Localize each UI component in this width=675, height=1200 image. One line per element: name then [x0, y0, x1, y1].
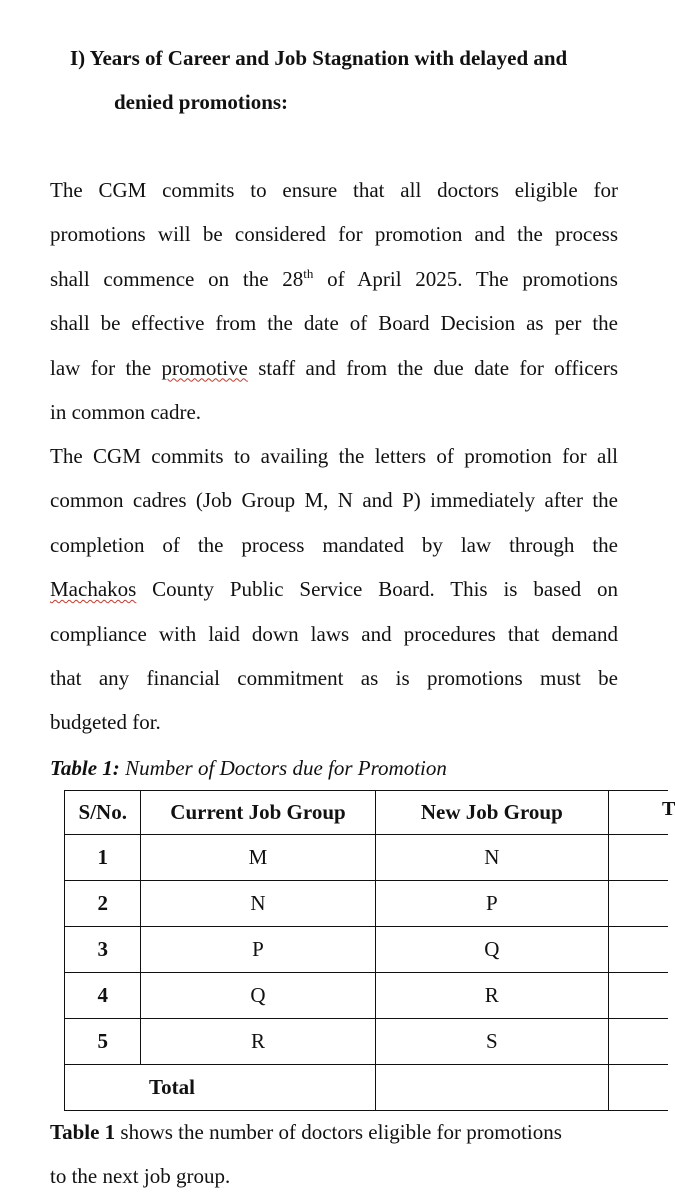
table-row	[65, 973, 669, 1019]
table-summary	[50, 1110, 618, 1199]
cell-total-label: Total	[65, 1065, 376, 1111]
spellcheck-flagged-word: Machakos	[50, 577, 137, 602]
table-row	[65, 835, 669, 881]
cell-new-job-group: S	[375, 1019, 609, 1065]
paragraph-line: Machakos County Public Service Board. This is based on	[50, 577, 618, 602]
section-heading-line-2: denied promotions:	[114, 90, 289, 114]
cell-current-job-group: M	[141, 835, 375, 881]
header-sno: S/No.	[65, 791, 141, 835]
paragraph-line: in common cadre.	[50, 399, 202, 424]
cell-cut-off	[609, 927, 668, 973]
promotion-table	[64, 790, 668, 1111]
cut-off-header-glyph: T	[662, 798, 675, 820]
summary-line: to the next job group.	[50, 1164, 231, 1189]
summary-line: Table 1 shows the number of doctors eligible for promotions	[50, 1120, 562, 1144]
paragraph-line: compliance with laid down laws and procedures that demand	[50, 621, 618, 646]
paragraph-line: that any financial commitment as is promotions must be	[50, 665, 618, 690]
cell-new-job-group: Q	[375, 927, 609, 973]
cell-cut-off	[609, 973, 668, 1019]
cell-sno: 2	[65, 881, 141, 927]
cell-total-cut-off	[609, 1065, 668, 1111]
cell-total-new	[375, 1065, 609, 1111]
header-new-job-group: New Job Group	[375, 791, 609, 835]
summary-table-ref: Table 1	[50, 1120, 116, 1144]
section-heading-line-1: I) Years of Career and Job Stagnation with delayed and	[70, 46, 568, 70]
paragraph-line: completion of the process mandated by law through the	[50, 532, 618, 557]
header-cut-off	[609, 791, 668, 835]
cell-new-job-group: N	[375, 835, 609, 881]
cell-sno: 5	[65, 1019, 141, 1065]
cell-sno: 4	[65, 973, 141, 1019]
cell-sno: 3	[65, 927, 141, 973]
paragraph-line: law for the promotive staff and from the due date for officers	[50, 355, 619, 380]
cell-current-job-group: R	[141, 1019, 375, 1065]
table-caption	[50, 748, 447, 788]
table-header-row	[65, 791, 669, 835]
spellcheck-flagged-word: promotive	[161, 355, 248, 380]
cell-current-job-group: Q	[141, 973, 375, 1019]
paragraph-line: promotions will be considered for promotion and the process	[50, 222, 618, 247]
paragraph-line: budgeted for.	[50, 710, 161, 735]
cell-cut-off	[609, 1019, 668, 1065]
paragraph-line: The CGM commits to availing the letters of promotion for all	[50, 444, 618, 468]
header-current-job-group: Current Job Group	[141, 791, 375, 835]
cell-current-job-group: N	[141, 881, 375, 927]
table-row	[65, 927, 669, 973]
table-total-row	[65, 1065, 669, 1111]
paragraph-line: shall commence on the 28th of April 2025. The promotions	[50, 265, 618, 291]
table-caption-text: Number of Doctors due for Promotion	[119, 756, 447, 780]
paragraph-line: The CGM commits to ensure that all doctors eligible for	[50, 178, 618, 202]
cell-sno: 1	[65, 835, 141, 881]
table-caption-label: Table 1:	[50, 756, 120, 780]
paragraph-line: shall be effective from the date of Board Decision as per the	[50, 311, 618, 336]
cell-new-job-group: P	[375, 881, 609, 927]
table-row	[65, 1019, 669, 1065]
paragraph-common-cadre-letters	[50, 434, 618, 745]
cell-current-job-group: P	[141, 927, 375, 973]
cell-cut-off	[609, 835, 668, 881]
cell-cut-off	[609, 881, 668, 927]
table-row	[65, 881, 669, 927]
cell-new-job-group: R	[375, 973, 609, 1019]
ordinal-superscript: th	[303, 265, 314, 281]
paragraph-promotion-commitment	[50, 168, 618, 434]
paragraph-line: common cadres (Job Group M, N and P) immediately after the	[50, 488, 618, 513]
